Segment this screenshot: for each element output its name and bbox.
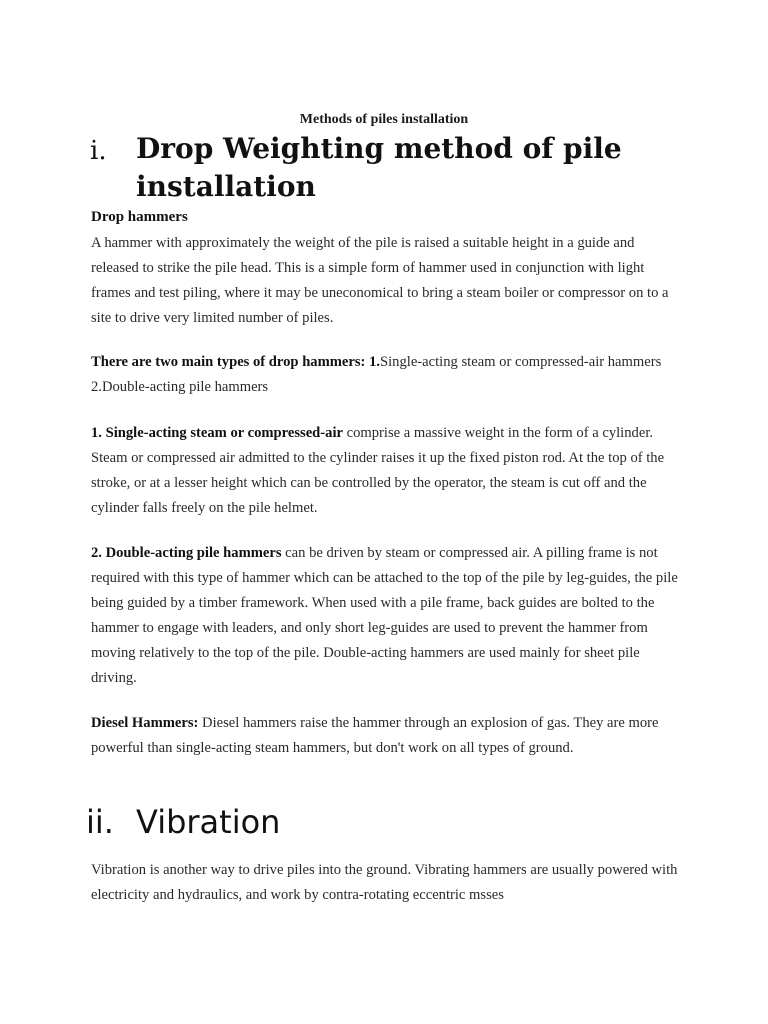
section-1-title: Drop Weighting method of pile installation bbox=[136, 132, 622, 203]
section-2-number: ii. bbox=[86, 803, 114, 841]
section-2-title: Vibration bbox=[136, 803, 281, 841]
hammer-types-paragraph bbox=[91, 350, 681, 400]
drop-hammers-paragraph bbox=[91, 231, 681, 331]
drop-hammers-text: A hammer with approximately the weight of the pile is raised a suitable height in a guide and released to strike the pile head. This is a simple form of hammer used in conjunction with light frames and test piling, where it may be uneconomical to bring a steam boiler or compressor on to a site to drive very limited number of piles. bbox=[91, 235, 669, 326]
single-acting-lead: 1. Single-acting steam or compressed-air bbox=[91, 425, 343, 441]
hammer-types-text: Single-acting steam or compressed-air hammers 2.Double-acting pile hammers bbox=[91, 354, 662, 395]
double-acting-lead: 2. Double-acting pile hammers bbox=[91, 545, 282, 561]
section-1-number: i. bbox=[90, 136, 107, 166]
vibration-text: Vibration is another way to drive piles into the ground. Vibrating hammers are usually powered with electricity and hydraulics, and work by contra-rotating eccentric msses bbox=[91, 862, 678, 903]
diesel-hammers-text: Diesel hammers raise the hammer through an explosion of gas. They are more powerful than single-acting steam hammers, but don't work on all types of ground. bbox=[91, 715, 659, 756]
drop-hammers-subheading: Drop hammers bbox=[91, 209, 188, 225]
single-acting-paragraph bbox=[91, 421, 681, 521]
hammer-types-lead: There are two main types of drop hammers: 1. bbox=[91, 354, 381, 370]
vibration-paragraph bbox=[91, 858, 681, 908]
diesel-hammers-paragraph bbox=[91, 711, 681, 761]
diesel-hammers-lead: Diesel Hammers: bbox=[91, 715, 199, 731]
document-title: Methods of piles installation bbox=[299, 112, 469, 127]
double-acting-paragraph bbox=[91, 541, 681, 691]
single-acting-text: comprise a massive weight in the form of a cylinder. Steam or compressed air admitted to the cylinder raises it up the fixed piston rod. At the top of the stroke, or at a lesser height which can be controlled by the operator, the steam is cut off and the cylinder falls freely on the pile helmet. bbox=[91, 425, 665, 516]
double-acting-text: can be driven by steam or compressed air. A pilling frame is not required with this type of hammer which can be attached to the top of the pile by leg-guides, the pile being guided by a timber framework. When used with a pile frame, back guides are bolted to the hammer to engage with leaders, and only short leg-guides are used to prevent the hammer from moving relatively to the top of the pile. Double-acting hammers are used mainly for sheet pile driving. bbox=[91, 545, 678, 686]
